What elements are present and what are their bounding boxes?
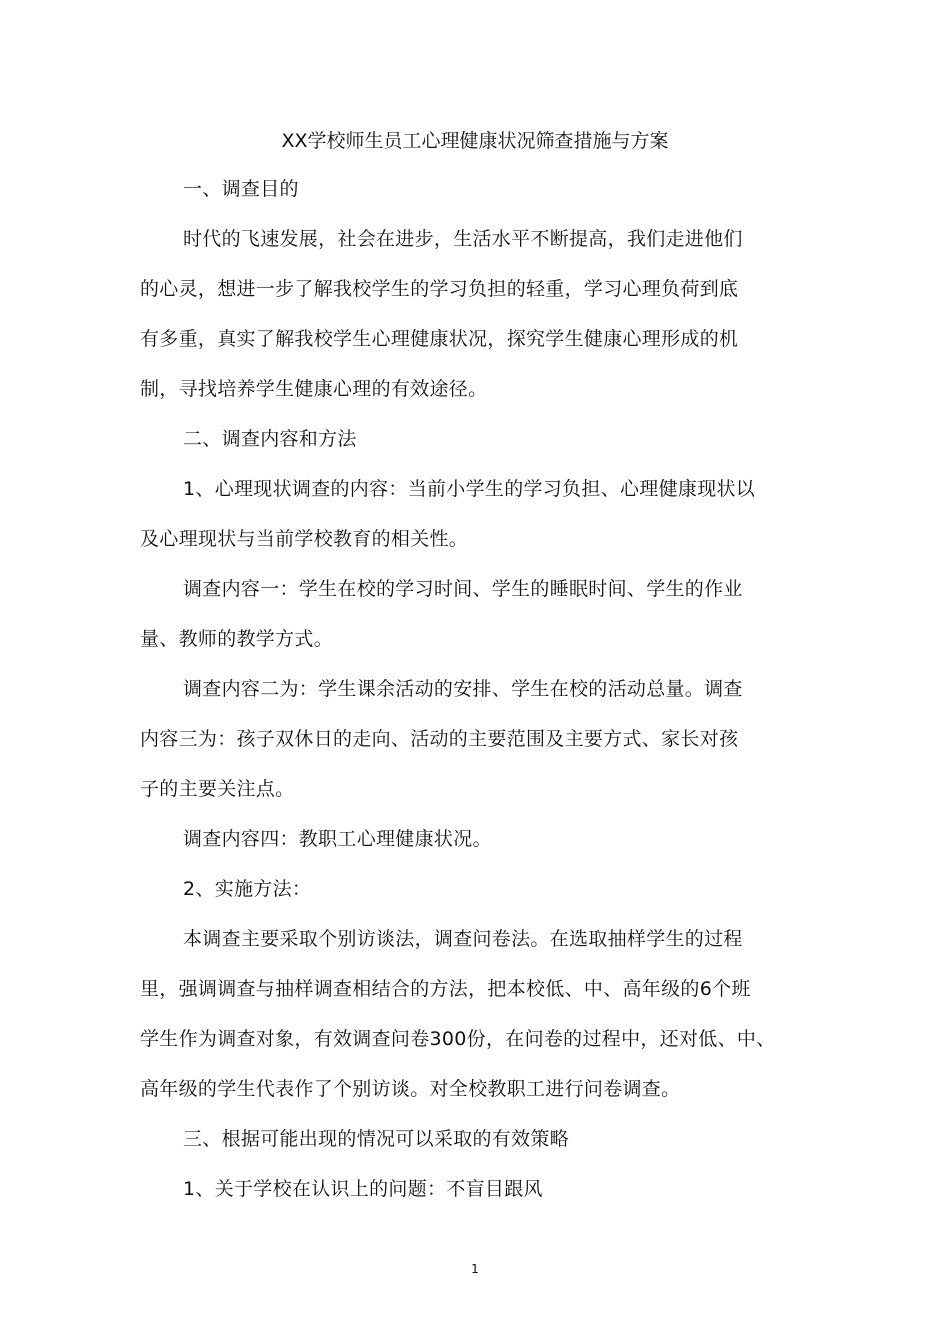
paragraph-line: 的心灵，想进一步了解我校学生的学习负担的轻重，学习心理负荷到底 — [140, 278, 739, 300]
paragraph-line: 1、心理现状调查的内容：当前小学生的学习负担、心理健康现状以 — [183, 478, 756, 500]
paragraph-line: 内容三为：孩子双休日的走向、活动的主要范围及主要方式、家长对孩 — [140, 728, 739, 750]
paragraph-line: 有多重，真实了解我校学生心理健康状况，探究学生健康心理形成的机 — [140, 328, 739, 350]
paragraph-line: 时代的飞速发展，社会在进步，生活水平不断提高，我们走进他们 — [183, 228, 743, 250]
paragraph-line: 量、教师的教学方式。 — [140, 628, 334, 650]
document-title: XX学校师生员工心理健康状况筛查措施与方案 — [281, 130, 669, 152]
paragraph-line: 里，强调调查与抽样调查相结合的方法，把本校低、中、高年级的6个班 — [140, 978, 751, 1000]
section-heading: 二、调查内容和方法 — [183, 428, 357, 450]
section-heading: 一、调查目的 — [183, 178, 299, 200]
paragraph-line: 调查内容二为：学生课余活动的安排、学生在校的活动总量。调查 — [183, 678, 743, 700]
paragraph-line: 调查内容一：学生在校的学习时间、学生的睡眠时间、学生的作业 — [183, 578, 743, 600]
paragraph-line: 制，寻找培养学生健康心理的有效途径。 — [140, 378, 488, 400]
paragraph-line: 高年级的学生代表作了个别访谈。对全校教职工进行问卷调查。 — [140, 1078, 681, 1100]
subsection-heading: 1、关于学校在认识上的问题：不盲目跟风 — [183, 1178, 543, 1200]
paragraph-line: 学生作为调查对象，有效调查问卷300份，在问卷的过程中，还对低、中、 — [140, 1028, 776, 1050]
page-number: 1 — [471, 1262, 479, 1276]
subsection-heading: 2、实施方法： — [183, 878, 312, 900]
paragraph-line: 及心理现状与当前学校教育的相关性。 — [140, 528, 469, 550]
section-heading: 三、根据可能出现的情况可以采取的有效策略 — [183, 1128, 570, 1150]
paragraph-line: 子的主要关注点。 — [140, 778, 295, 800]
paragraph-line: 本调查主要采取个别访谈法，调查问卷法。在选取抽样学生的过程 — [183, 928, 743, 950]
paragraph-line: 调查内容四：教职工心理健康状况。 — [183, 828, 492, 850]
